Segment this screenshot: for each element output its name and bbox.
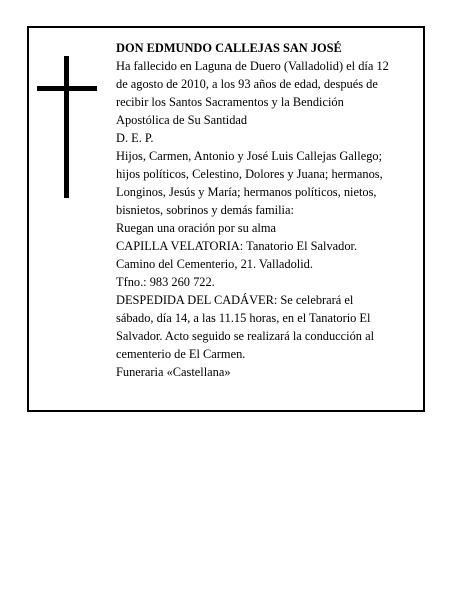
family-line-1: Hijos, Carmen, Antonio y José Luis Callejas Gallego; xyxy=(116,149,383,163)
chapel-location: CAPILLA VELATORIA: Tanatorio El Salvador. xyxy=(116,239,358,253)
farewell-line-1: DESPEDIDA DEL CADÁVER: Se celebrará el xyxy=(116,293,354,307)
prayer-request: Ruegan una oración por su alma xyxy=(116,221,276,235)
family-line-4: bisnietos, sobrinos y demás familia: xyxy=(116,203,294,217)
farewell-line-4: cementerio de El Carmen. xyxy=(116,347,246,361)
chapel-address: Camino del Cementerio, 21. Valladolid. xyxy=(116,257,313,271)
funeral-home: Funeraria «Castellana» xyxy=(116,365,231,379)
death-announcement-line-1: Ha fallecido en Laguna de Duero (Valladolid) el día 12 xyxy=(116,59,389,73)
cross-horizontal-bar xyxy=(37,86,97,91)
family-line-2: hijos políticos, Celestino, Dolores y Juana; hermanos, xyxy=(116,167,383,181)
chapel-phone: Tfno.: 983 260 722. xyxy=(116,275,215,289)
family-line-3: Longinos, Jesús y María; hermanos políticos, nietos, xyxy=(116,185,377,199)
death-announcement-line-3: recibir los Santos Sacramentos y la Bendición xyxy=(116,95,344,109)
death-announcement-line-2: de agosto de 2010, a los 93 años de edad, después de xyxy=(116,77,378,91)
rest-in-peace: D. E. P. xyxy=(116,131,154,145)
farewell-line-2: sábado, día 14, a las 11.15 horas, en el Tanatorio El xyxy=(116,311,371,325)
notice-text xyxy=(116,39,421,381)
death-announcement-line-4: Apostólica de Su Santidad xyxy=(116,113,248,127)
deceased-name: DON EDMUNDO CALLEJAS SAN JOSÉ xyxy=(116,41,342,55)
farewell-line-3: Salvador. Acto seguido se realizará la conducción al xyxy=(116,329,375,343)
cross-vertical-bar xyxy=(64,56,69,198)
latin-cross-icon xyxy=(37,56,97,198)
obituary-notice xyxy=(27,26,425,412)
